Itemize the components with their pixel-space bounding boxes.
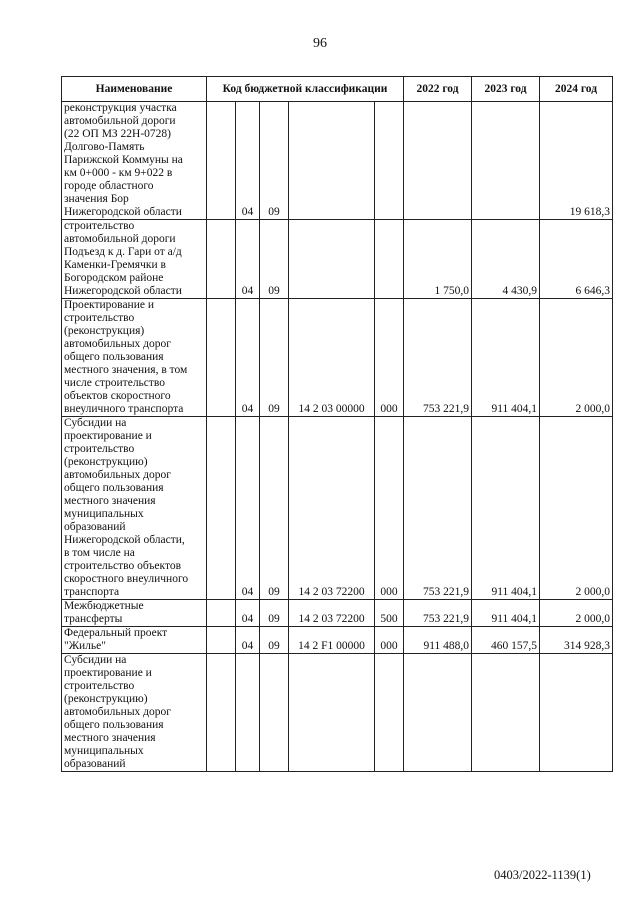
cell-2022: 753 221,9 bbox=[404, 299, 472, 417]
header-2022: 2022 год bbox=[404, 77, 472, 102]
cell-code-1 bbox=[207, 627, 236, 654]
cell-code-target bbox=[289, 102, 375, 220]
cell-code-subsection: 09 bbox=[260, 417, 289, 600]
cell-2024: 2 000,0 bbox=[540, 417, 613, 600]
table-row bbox=[62, 417, 613, 600]
cell-code-target: 14 2 03 72200 bbox=[289, 417, 375, 600]
cell-code-1 bbox=[207, 102, 236, 220]
cell-code-subsection: 09 bbox=[260, 220, 289, 299]
cell-name: Межбюджетные трансферты bbox=[62, 600, 207, 627]
budget-table bbox=[61, 76, 613, 772]
cell-2024: 19 618,3 bbox=[540, 102, 613, 220]
cell-2023 bbox=[472, 654, 540, 772]
cell-code-expense-type: 000 bbox=[375, 417, 404, 600]
header-code: Код бюджетной классификации bbox=[207, 77, 404, 102]
table-header-row bbox=[62, 77, 613, 102]
cell-2024: 2 000,0 bbox=[540, 600, 613, 627]
cell-name: реконструкция участка автомобильной дороги (22 ОП МЗ 22Н-0728) Долгово-Память Парижской Коммуны на км 0+000 - км 9+022 в городе областного значения Бор Нижегородской области bbox=[62, 102, 207, 220]
cell-code-section bbox=[236, 654, 260, 772]
cell-code-subsection: 09 bbox=[260, 600, 289, 627]
cell-code-1 bbox=[207, 654, 236, 772]
cell-2022: 753 221,9 bbox=[404, 417, 472, 600]
cell-2024: 314 928,3 bbox=[540, 627, 613, 654]
cell-code-expense-type: 000 bbox=[375, 299, 404, 417]
cell-code-1 bbox=[207, 600, 236, 627]
cell-code-target bbox=[289, 220, 375, 299]
cell-2023: 4 430,9 bbox=[472, 220, 540, 299]
cell-code-section: 04 bbox=[236, 600, 260, 627]
cell-code-1 bbox=[207, 220, 236, 299]
cell-2022 bbox=[404, 102, 472, 220]
cell-code-subsection bbox=[260, 654, 289, 772]
cell-2022: 1 750,0 bbox=[404, 220, 472, 299]
table-row bbox=[62, 627, 613, 654]
table-row bbox=[62, 220, 613, 299]
document-code: 0403/2022-1139(1) bbox=[494, 868, 591, 882]
cell-2024: 6 646,3 bbox=[540, 220, 613, 299]
cell-2023 bbox=[472, 102, 540, 220]
cell-code-expense-type: 500 bbox=[375, 600, 404, 627]
cell-name: Проектирование и строительство (реконструкция) автомобильных дорог общего пользования местного значения, в том числе строительство объектов скоростного внеуличного транспорта bbox=[62, 299, 207, 417]
cell-name: строительство автомобильной дороги Подъезд к д. Гари от а/д Каменки-Гремячки в Богородском районе Нижегородской области bbox=[62, 220, 207, 299]
cell-code-expense-type bbox=[375, 220, 404, 299]
cell-code-target: 14 2 03 00000 bbox=[289, 299, 375, 417]
header-2023: 2023 год bbox=[472, 77, 540, 102]
cell-code-expense-type: 000 bbox=[375, 627, 404, 654]
cell-code-section: 04 bbox=[236, 299, 260, 417]
cell-code-target: 14 2 03 72200 bbox=[289, 600, 375, 627]
cell-2022: 911 488,0 bbox=[404, 627, 472, 654]
cell-2023: 911 404,1 bbox=[472, 299, 540, 417]
cell-code-target bbox=[289, 654, 375, 772]
cell-code-target: 14 2 F1 00000 bbox=[289, 627, 375, 654]
cell-2024: 2 000,0 bbox=[540, 299, 613, 417]
page-number: 96 bbox=[313, 36, 327, 51]
cell-code-subsection: 09 bbox=[260, 102, 289, 220]
cell-2023: 911 404,1 bbox=[472, 417, 540, 600]
cell-code-subsection: 09 bbox=[260, 627, 289, 654]
cell-2024 bbox=[540, 654, 613, 772]
cell-2022 bbox=[404, 654, 472, 772]
cell-name: Субсидии на проектирование и строительство (реконструкцию) автомобильных дорог общего пользования местного значения муниципальных образований bbox=[62, 654, 207, 772]
cell-2023: 460 157,5 bbox=[472, 627, 540, 654]
cell-name: Субсидии на проектирование и строительство (реконструкцию) автомобильных дорог общего пользования местного значения муниципальных образований Нижегородской области, в том числе на строительство объектов скоростного внеуличного транспорта bbox=[62, 417, 207, 600]
cell-code-section: 04 bbox=[236, 102, 260, 220]
cell-2022: 753 221,9 bbox=[404, 600, 472, 627]
cell-code-expense-type bbox=[375, 102, 404, 220]
cell-code-section: 04 bbox=[236, 220, 260, 299]
table-row bbox=[62, 299, 613, 417]
cell-code-1 bbox=[207, 299, 236, 417]
cell-code-subsection: 09 bbox=[260, 299, 289, 417]
table-row bbox=[62, 654, 613, 772]
cell-code-expense-type bbox=[375, 654, 404, 772]
cell-2023: 911 404,1 bbox=[472, 600, 540, 627]
cell-name: Федеральный проект "Жилье" bbox=[62, 627, 207, 654]
cell-code-section: 04 bbox=[236, 627, 260, 654]
cell-code-1 bbox=[207, 417, 236, 600]
table-row bbox=[62, 102, 613, 220]
header-2024: 2024 год bbox=[540, 77, 613, 102]
table-row bbox=[62, 600, 613, 627]
table-body bbox=[62, 102, 613, 772]
header-name: Наименование bbox=[62, 77, 207, 102]
cell-code-section: 04 bbox=[236, 417, 260, 600]
